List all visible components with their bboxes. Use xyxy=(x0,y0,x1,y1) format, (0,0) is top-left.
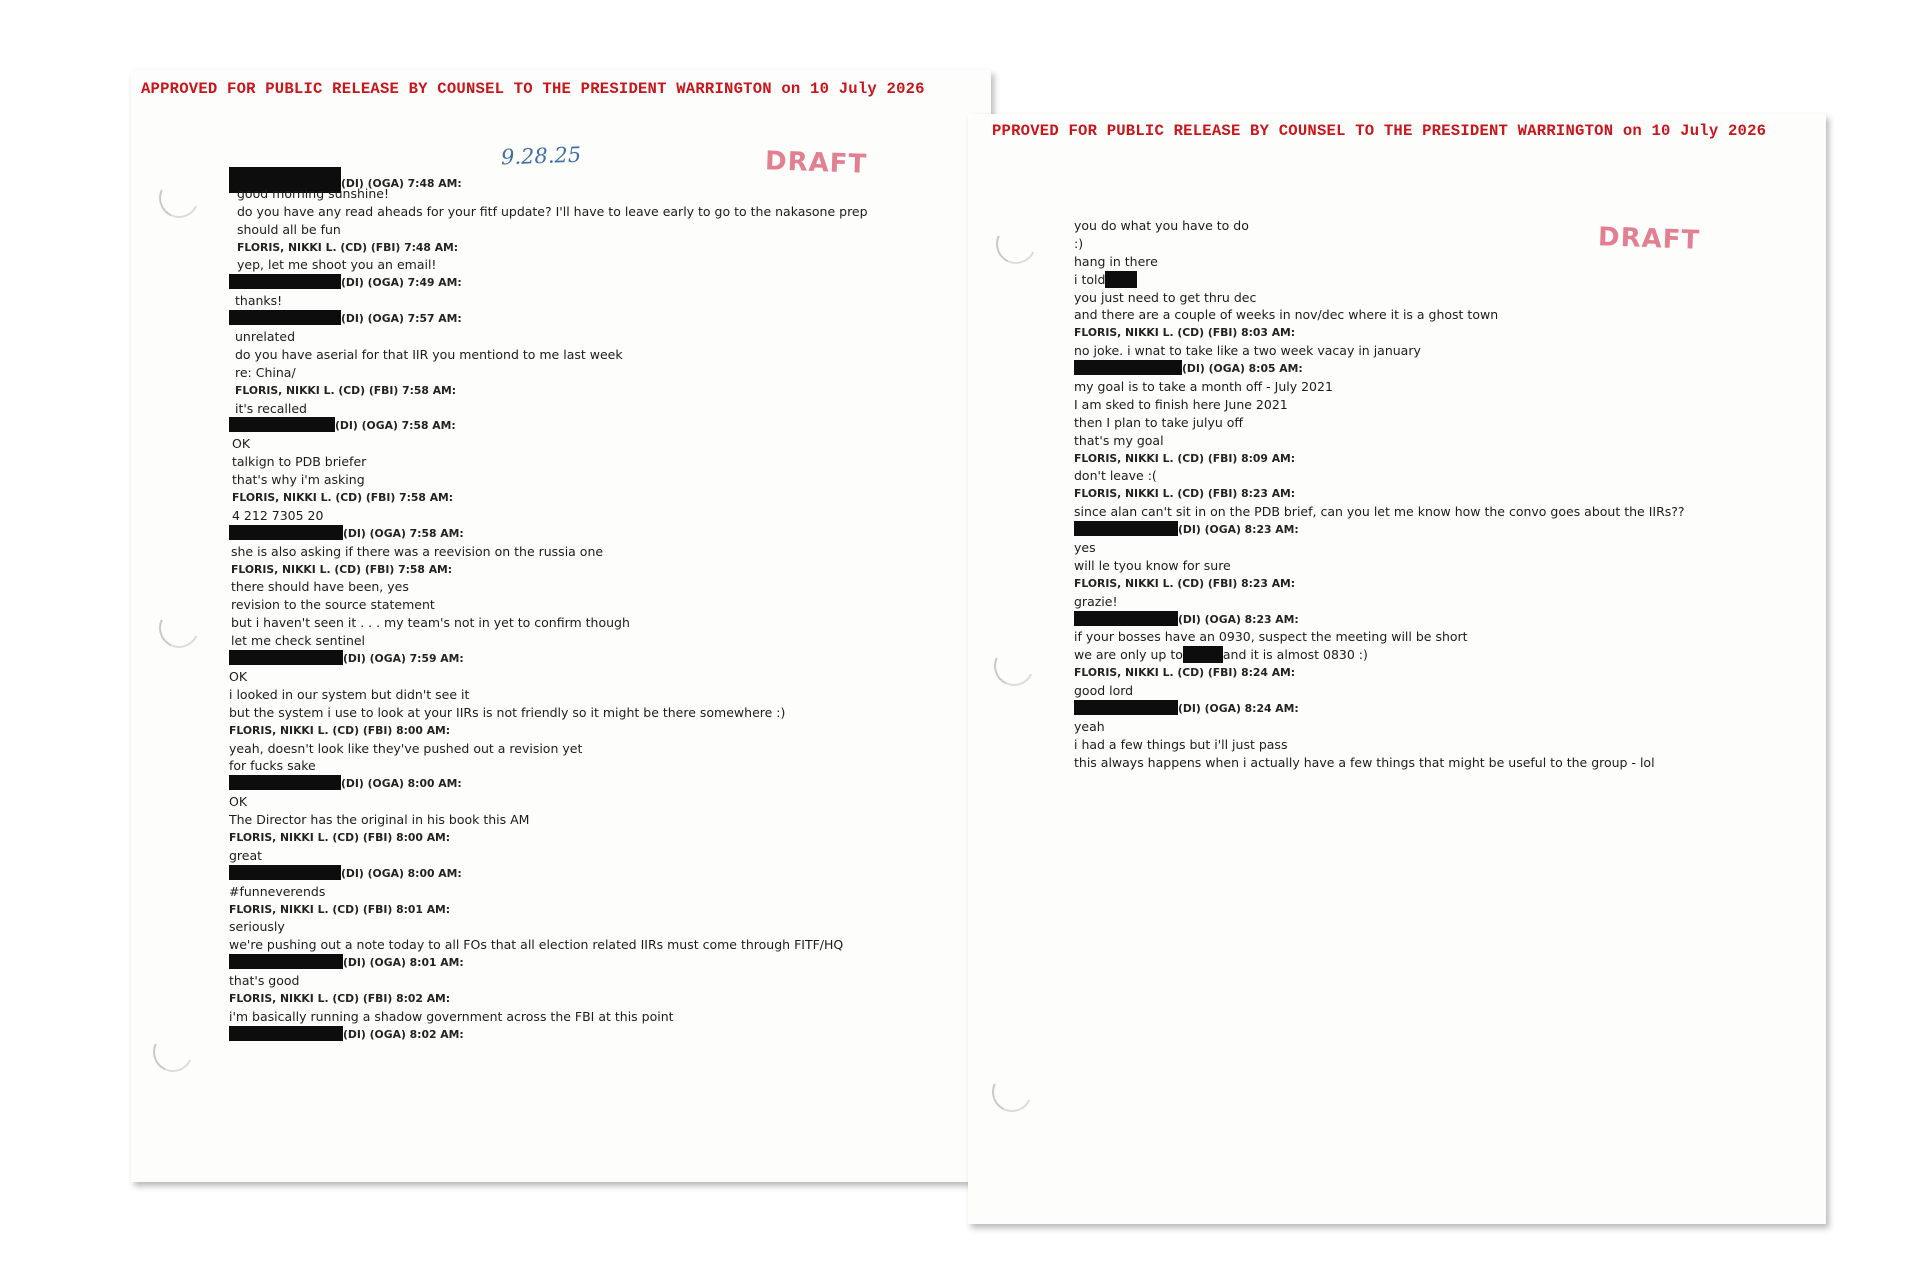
message-header: (DI) (OGA) 8:23 AM: xyxy=(1074,521,1685,539)
message-line: this always happens when i actually have a few things that might be useful to the group - lol xyxy=(1074,754,1655,770)
message-header: FLORIS, NIKKI L. (CD) (FBI) 7:58 AM: xyxy=(232,491,454,505)
message-header: (DI) (OGA) 7:48 AM: xyxy=(229,167,868,185)
release-stamp: APPROVED FOR PUBLIC RELEASE BY COUNSEL TO THE PRESIDENT WARRINGTON on 10 July 2026 xyxy=(141,80,925,98)
message-line: revision to the source statement xyxy=(231,597,435,613)
redaction-block xyxy=(229,1026,343,1041)
message-header: FLORIS, NIKKI L. (CD) (FBI) 8:23 AM: xyxy=(1074,487,1296,501)
message-line: since alan can't sit in on the PDB brief, can you let me know how the convo goes about the IIRs?? xyxy=(1074,504,1685,520)
message-line: that's good xyxy=(229,973,300,989)
message-line: i looked in our system but didn't see it xyxy=(229,686,470,702)
punch-hole-icon xyxy=(153,602,204,653)
message-line: then I plan to take julyu off xyxy=(1074,414,1243,430)
message-line: i'm basically running a shadow government across the FBI at this point xyxy=(229,1008,674,1024)
punch-hole-icon xyxy=(147,1026,198,1077)
redaction-block xyxy=(229,417,335,432)
message-line: it's recalled xyxy=(235,400,307,416)
punch-hole-icon xyxy=(990,218,1041,269)
message-line: if your bosses have an 0930, suspect the meeting will be short xyxy=(1074,629,1468,645)
draft-stamp: DRAFT xyxy=(764,146,868,180)
message-line: OK xyxy=(229,668,248,684)
message-line: seriously xyxy=(229,919,285,935)
message-line: do you have any read aheads for your fitf update? I'll have to leave early to go to the nakasone prep xyxy=(237,203,868,219)
message-header: FLORIS, NIKKI L. (CD) (FBI) 8:09 AM: xyxy=(1074,451,1296,465)
message-header: (DI) (OGA) 8:02 AM: xyxy=(229,1026,868,1044)
redaction-block xyxy=(229,274,341,289)
message-line: yeah, doesn't look like they've pushed out a revision yet xyxy=(229,740,583,756)
message-header: (DI) (OGA) 7:58 AM: xyxy=(229,525,868,543)
message-line: talkign to PDB briefer xyxy=(232,454,367,470)
message-line: good lord xyxy=(1074,683,1134,699)
message-line: I am sked to finish here June 2021 xyxy=(1074,396,1288,412)
message-line: hang in there xyxy=(1074,253,1158,269)
message-line: :) xyxy=(1074,235,1084,251)
message-header: (DI) (OGA) 7:59 AM: xyxy=(229,650,868,668)
message-line: for fucks sake xyxy=(229,758,316,774)
message-header: FLORIS, NIKKI L. (CD) (FBI) 8:24 AM: xyxy=(1074,666,1296,680)
message-line: great xyxy=(229,847,263,863)
message-line: re: China/ xyxy=(235,364,296,380)
message-header: (DI) (OGA) 7:58 AM: xyxy=(229,417,868,435)
message-header: (DI) (OGA) 8:05 AM: xyxy=(1074,360,1685,378)
message-header: FLORIS, NIKKI L. (CD) (FBI) 7:48 AM: xyxy=(237,240,459,254)
message-line: yep, let me shoot you an email! xyxy=(237,257,437,273)
document-page-right xyxy=(968,114,1826,1224)
message-line: yes xyxy=(1074,540,1096,556)
punch-hole-icon xyxy=(988,640,1039,691)
message-line: yeah xyxy=(1074,718,1105,734)
handwritten-date: 9.28.25 xyxy=(500,142,582,170)
message-header: FLORIS, NIKKI L. (CD) (FBI) 8:00 AM: xyxy=(229,830,451,844)
message-line: good morning sunshine! xyxy=(237,185,389,201)
redaction-block xyxy=(1105,271,1137,288)
message-header: (DI) (OGA) 8:01 AM: xyxy=(229,954,868,972)
message-header: (DI) (OGA) 8:00 AM: xyxy=(229,775,868,793)
message-line: but the system i use to look at your IIRs is not friendly so it might be there somewhere :) xyxy=(229,704,786,720)
message-line: we're pushing out a note today to all FOs that all election related IIRs must come through FITF/HQ xyxy=(229,937,844,953)
redaction-block xyxy=(229,954,343,969)
redaction-block xyxy=(1074,521,1178,536)
message-header: FLORIS, NIKKI L. (CD) (FBI) 8:03 AM: xyxy=(1074,326,1296,340)
redaction-block xyxy=(229,310,341,325)
redaction-block xyxy=(229,650,343,665)
message-header: FLORIS, NIKKI L. (CD) (FBI) 7:58 AM: xyxy=(235,383,457,397)
message-line: let me check sentinel xyxy=(231,633,366,649)
message-line: no joke. i wnat to take like a two week vacay in january xyxy=(1074,343,1421,359)
message-line: that's my goal xyxy=(1074,432,1164,448)
message-line: we are only up to and it is almost 0830 :) xyxy=(1074,647,1368,663)
message-line: but i haven't seen it . . . my team's not in yet to confirm though xyxy=(231,615,630,631)
chat-transcript xyxy=(229,167,868,1044)
document-page-left xyxy=(131,70,991,1182)
punch-hole-icon xyxy=(153,172,204,223)
message-line: The Director has the original in his book this AM xyxy=(229,812,530,828)
draft-stamp: DRAFT xyxy=(1597,222,1701,256)
message-header: FLORIS, NIKKI L. (CD) (FBI) 7:58 AM: xyxy=(231,562,453,576)
message-line: you just need to get thru dec xyxy=(1074,289,1257,305)
redaction-block xyxy=(1183,646,1223,663)
message-header: FLORIS, NIKKI L. (CD) (FBI) 8:00 AM: xyxy=(229,723,451,737)
redaction-block xyxy=(229,775,341,790)
message-line: i had a few things but i'll just pass xyxy=(1074,736,1288,752)
message-header: FLORIS, NIKKI L. (CD) (FBI) 8:02 AM: xyxy=(229,991,451,1005)
redaction-block xyxy=(229,525,343,540)
redaction-block xyxy=(229,865,341,880)
message-line: will le tyou know for sure xyxy=(1074,557,1231,573)
message-line: should all be fun xyxy=(237,221,341,237)
message-line: OK xyxy=(229,794,248,810)
message-header: (DI) (OGA) 8:24 AM: xyxy=(1074,700,1685,718)
message-line: don't leave :( xyxy=(1074,468,1157,484)
redaction-block xyxy=(1074,611,1178,626)
message-header: (DI) (OGA) 8:23 AM: xyxy=(1074,611,1685,629)
message-header: (DI) (OGA) 8:00 AM: xyxy=(229,865,868,883)
message-line: #funneverends xyxy=(229,883,326,899)
message-line: unrelated xyxy=(235,329,296,345)
release-stamp: PPROVED FOR PUBLIC RELEASE BY COUNSEL TO THE PRESIDENT WARRINGTON on 10 July 2026 xyxy=(992,122,1767,140)
message-line: i told xyxy=(1074,271,1685,289)
chat-transcript xyxy=(1074,217,1685,772)
message-line: she is also asking if there was a reevision on the russia one xyxy=(231,543,604,559)
message-line: and there are a couple of weeks in nov/dec where it is a ghost town xyxy=(1074,307,1499,323)
message-line: my goal is to take a month off - July 2021 xyxy=(1074,379,1333,395)
punch-hole-icon xyxy=(986,1066,1037,1117)
message-line: thanks! xyxy=(235,293,283,309)
message-line: do you have aserial for that IIR you mentiond to me last week xyxy=(235,346,623,362)
redaction-block xyxy=(1074,700,1178,715)
message-line: OK xyxy=(232,436,251,452)
message-header: FLORIS, NIKKI L. (CD) (FBI) 8:01 AM: xyxy=(229,902,451,916)
redaction-block xyxy=(1074,360,1182,375)
message-header: (DI) (OGA) 7:57 AM: xyxy=(229,310,868,328)
message-line: that's why i'm asking xyxy=(232,472,365,488)
message-line: grazie! xyxy=(1074,593,1118,609)
message-header: FLORIS, NIKKI L. (CD) (FBI) 8:23 AM: xyxy=(1074,576,1296,590)
message-line: you do what you have to do xyxy=(1074,218,1249,233)
message-header: (DI) (OGA) 7:49 AM: xyxy=(229,274,868,292)
message-line: there should have been, yes xyxy=(231,579,409,595)
message-line: 4 212 7305 20 xyxy=(232,507,324,523)
